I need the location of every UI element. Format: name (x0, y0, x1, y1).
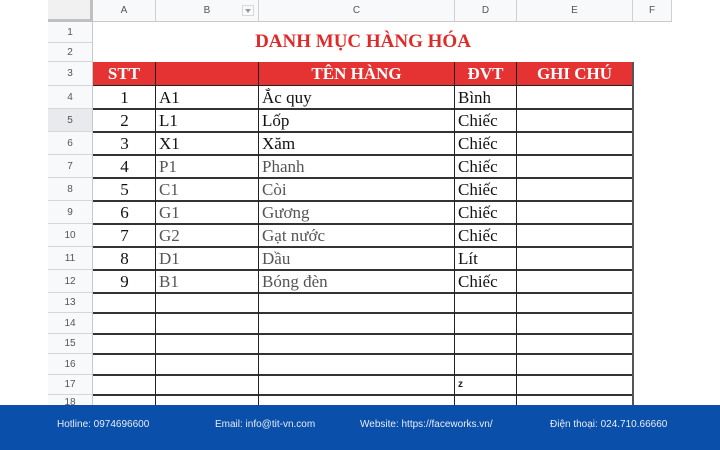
gridline (93, 85, 634, 86)
footer-email[interactable]: Email: info@tit-vn.com (215, 419, 316, 430)
header-ghi-chu[interactable]: GHI CHÚ (517, 62, 633, 86)
gridline (93, 312, 634, 314)
cell-code[interactable]: P1 (159, 156, 177, 176)
column-label: E (571, 5, 578, 16)
gridline (93, 269, 634, 271)
column-header-d[interactable] (455, 0, 517, 22)
cell-stt[interactable]: 5 (120, 179, 129, 199)
cell-name[interactable]: Bóng đèn (262, 271, 328, 291)
select-all-corner[interactable] (48, 0, 93, 22)
cell-stt[interactable]: 2 (120, 110, 129, 130)
row-number: 15 (64, 338, 76, 349)
row-number: 4 (67, 91, 73, 103)
cell-code[interactable]: L1 (159, 110, 178, 130)
row-header-14[interactable] (48, 313, 93, 334)
gridline (93, 292, 634, 294)
row-number: 8 (67, 183, 73, 195)
gridline (258, 62, 259, 405)
gridline (93, 394, 634, 396)
cell-note[interactable] (517, 132, 633, 155)
cell-name[interactable]: Phanh (262, 156, 305, 176)
sheet-title[interactable]: DANH MỤC HÀNG HÓA (255, 31, 471, 52)
cell-code[interactable]: A1 (159, 87, 180, 107)
column-header-c[interactable] (259, 0, 455, 22)
gridline (93, 374, 634, 376)
row-number: 12 (64, 275, 76, 287)
row-header-7[interactable] (48, 155, 93, 178)
row-number: 14 (64, 317, 76, 329)
cell-stt[interactable]: 8 (120, 248, 129, 268)
header-stt[interactable]: STT (93, 62, 156, 86)
cell-name[interactable]: Còi (262, 179, 287, 199)
header-code[interactable] (156, 62, 259, 86)
row-header-1[interactable] (48, 22, 93, 43)
row-number: 7 (67, 160, 73, 172)
cell-note[interactable] (517, 270, 633, 293)
row-number: 18 (64, 397, 76, 405)
gridline (454, 62, 455, 405)
row-number: 11 (64, 252, 76, 264)
column-label: F (648, 5, 656, 16)
cell-note[interactable] (517, 247, 633, 270)
row-header-12[interactable] (48, 270, 93, 293)
row-number: 3 (67, 68, 73, 79)
row-header-9[interactable] (48, 201, 93, 224)
gridline (93, 154, 634, 156)
filter-dropdown-icon[interactable] (242, 5, 254, 16)
column-header-b[interactable] (156, 0, 259, 22)
gridline (93, 200, 634, 202)
cell-code[interactable]: D1 (159, 248, 180, 268)
footer-hotline: Hotline: 0974696600 (57, 419, 150, 430)
row-header-2[interactable] (48, 43, 93, 62)
row-header-3[interactable] (48, 62, 93, 86)
cell-stt[interactable]: 4 (120, 156, 129, 176)
cell-name[interactable]: Gạt nước (262, 225, 326, 245)
cell-note[interactable] (517, 178, 633, 201)
cell-code[interactable]: X1 (159, 133, 180, 153)
column-header-f[interactable] (633, 0, 672, 22)
column-label: D (481, 5, 490, 16)
cell-note[interactable] (517, 224, 633, 247)
cell-unit[interactable]: Chiếc (458, 110, 498, 130)
header-ten-hang[interactable]: TÊN HÀNG (259, 62, 455, 86)
gridline (93, 108, 634, 110)
row-header-16[interactable] (48, 354, 93, 375)
cell-unit[interactable]: Chiếc (458, 133, 498, 153)
gridline (632, 62, 634, 405)
row-header-10[interactable] (48, 224, 93, 247)
gridline (93, 353, 634, 355)
cell-stt[interactable]: 7 (120, 225, 129, 245)
row-header-4[interactable] (48, 86, 93, 109)
cell-note[interactable] (517, 109, 633, 132)
row-header-18[interactable] (48, 395, 93, 405)
cell-code[interactable]: C1 (159, 179, 179, 199)
row-number: 10 (64, 229, 76, 241)
cell-stt[interactable]: 9 (120, 271, 129, 291)
footer-website[interactable]: Website: https://faceworks.vn/ (360, 419, 493, 430)
row-header-17[interactable] (48, 375, 93, 395)
gridline (93, 333, 634, 335)
gridline (93, 177, 634, 179)
cell-stt[interactable]: 6 (120, 202, 129, 222)
cell-code[interactable]: B1 (159, 271, 179, 291)
cell-unit[interactable]: Chiếc (458, 179, 498, 199)
cell-unit[interactable]: Bình (458, 87, 492, 107)
cell-code[interactable]: G1 (159, 202, 180, 222)
gridline (93, 246, 634, 248)
row-number: 6 (67, 137, 73, 149)
column-label: A (120, 5, 128, 16)
contact-footer (0, 405, 720, 450)
row-number: 2 (67, 46, 73, 58)
row-number: 5 (67, 114, 73, 126)
row-number: 1 (67, 26, 73, 38)
cell-d17[interactable]: z (458, 379, 463, 390)
gridline (516, 62, 517, 405)
cell-name[interactable]: Ắc quy (262, 87, 312, 107)
row-header-5[interactable] (48, 109, 93, 132)
cell-code[interactable]: G2 (159, 225, 180, 245)
row-number: 9 (67, 206, 73, 218)
cell-unit[interactable]: Chiếc (458, 156, 498, 176)
cell-stt[interactable]: 3 (120, 133, 129, 153)
gridline (155, 62, 156, 405)
column-label: C (352, 5, 361, 16)
row-number: 17 (64, 379, 76, 390)
row-header-13[interactable] (48, 293, 93, 313)
row-number: 13 (64, 297, 76, 308)
cell-name[interactable]: Lốp (262, 110, 290, 130)
row-header-8[interactable] (48, 178, 93, 201)
cell-unit[interactable]: Lít (458, 248, 478, 268)
cell-unit[interactable]: Chiếc (458, 202, 498, 222)
column-header-a[interactable] (93, 0, 156, 22)
footer-phone: Điện thoại: 024.710.66660 (550, 419, 668, 430)
cell-note[interactable] (517, 201, 633, 224)
row-header-11[interactable] (48, 247, 93, 270)
cell-name[interactable]: Dầu (262, 248, 291, 268)
cell-unit[interactable]: Chiếc (458, 225, 498, 245)
header-dvt[interactable]: ĐVT (455, 62, 517, 86)
column-label: B (203, 5, 211, 16)
cell-name[interactable]: Gương (262, 202, 310, 222)
cell-stt[interactable]: 1 (120, 87, 129, 107)
row-header-15[interactable] (48, 334, 93, 354)
cell-note[interactable] (517, 155, 633, 178)
row-header-6[interactable] (48, 132, 93, 155)
cell-name[interactable]: Xăm (262, 133, 296, 153)
column-header-e[interactable] (517, 0, 633, 22)
row-number: 16 (64, 358, 76, 370)
cell-note[interactable] (517, 86, 633, 109)
gridline (93, 131, 634, 133)
cell-unit[interactable]: Chiếc (458, 271, 498, 291)
gridline (93, 223, 634, 225)
